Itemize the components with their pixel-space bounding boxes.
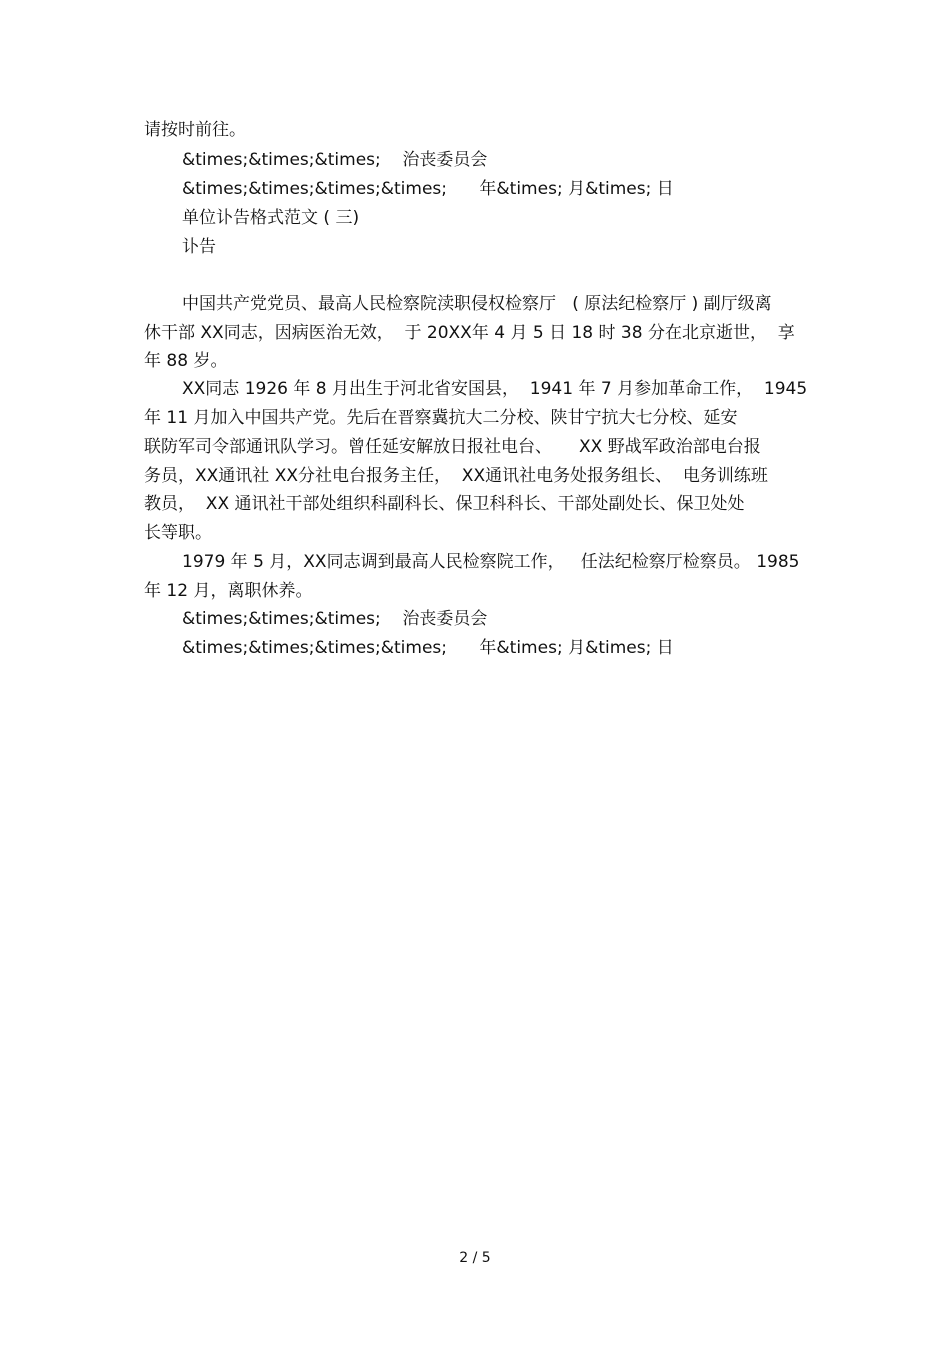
paragraph-line: 年 12 月，离职休养。 — [144, 581, 313, 601]
text-line-date: &times;&times;&times;&times; 年&times; 月&times; 日 — [182, 638, 674, 658]
paragraph-line: 年 11 月加入中国共产党。先后在晋察冀抗大二分校、陕甘宁抗大七分校、延安 — [144, 408, 738, 428]
text-line-committee: &times;&times;&times; 治丧委员会 — [182, 150, 488, 170]
paragraph-line: 1979 年 5 月，XX同志调到最高人民检察院工作， 任法纪检察厅检察员。 1985 — [182, 552, 800, 572]
notice-title: 讣告 — [182, 237, 216, 257]
page-number: 2 / 5 — [459, 1250, 491, 1266]
paragraph-line: 长等职。 — [144, 523, 212, 543]
paragraph-line: 联防军司令部通讯队学习。曾任延安解放日报社电台、 XX 野战军政治部电台报 — [144, 437, 761, 457]
text-line-date: &times;&times;&times;&times; 年&times; 月&times; 日 — [182, 179, 674, 199]
paragraph-line: 年 88 岁。 — [144, 351, 228, 371]
paragraph-line: 中国共产党党员、最高人民检察院渎职侵权检察厅 ( 原法纪检察厅 ) 副厅级离 — [182, 294, 772, 314]
paragraph-line: 教员， XX 通讯社干部处组织科副科长、保卫科科长、干部处副处长、保卫处处 — [144, 494, 745, 514]
paragraph-line: XX同志 1926 年 8 月出生于河北省安国县， 1941 年 7 月参加革命工作， 1945 — [182, 379, 808, 399]
text-line-closing: 请按时前往。 — [144, 120, 246, 140]
text-line-committee: &times;&times;&times; 治丧委员会 — [182, 609, 488, 629]
paragraph-line: 务员，XX通讯社 XX分社电台报务主任， XX通讯社电务处报务组长、 电务训练班 — [144, 466, 768, 486]
paragraph-line: 休干部 XX同志，因病医治无效， 于 20XX年 4 月 5 日 18 时 38 分在北京逝世， 享 — [144, 323, 795, 343]
section-heading: 单位讣告格式范文 ( 三) — [182, 208, 360, 228]
